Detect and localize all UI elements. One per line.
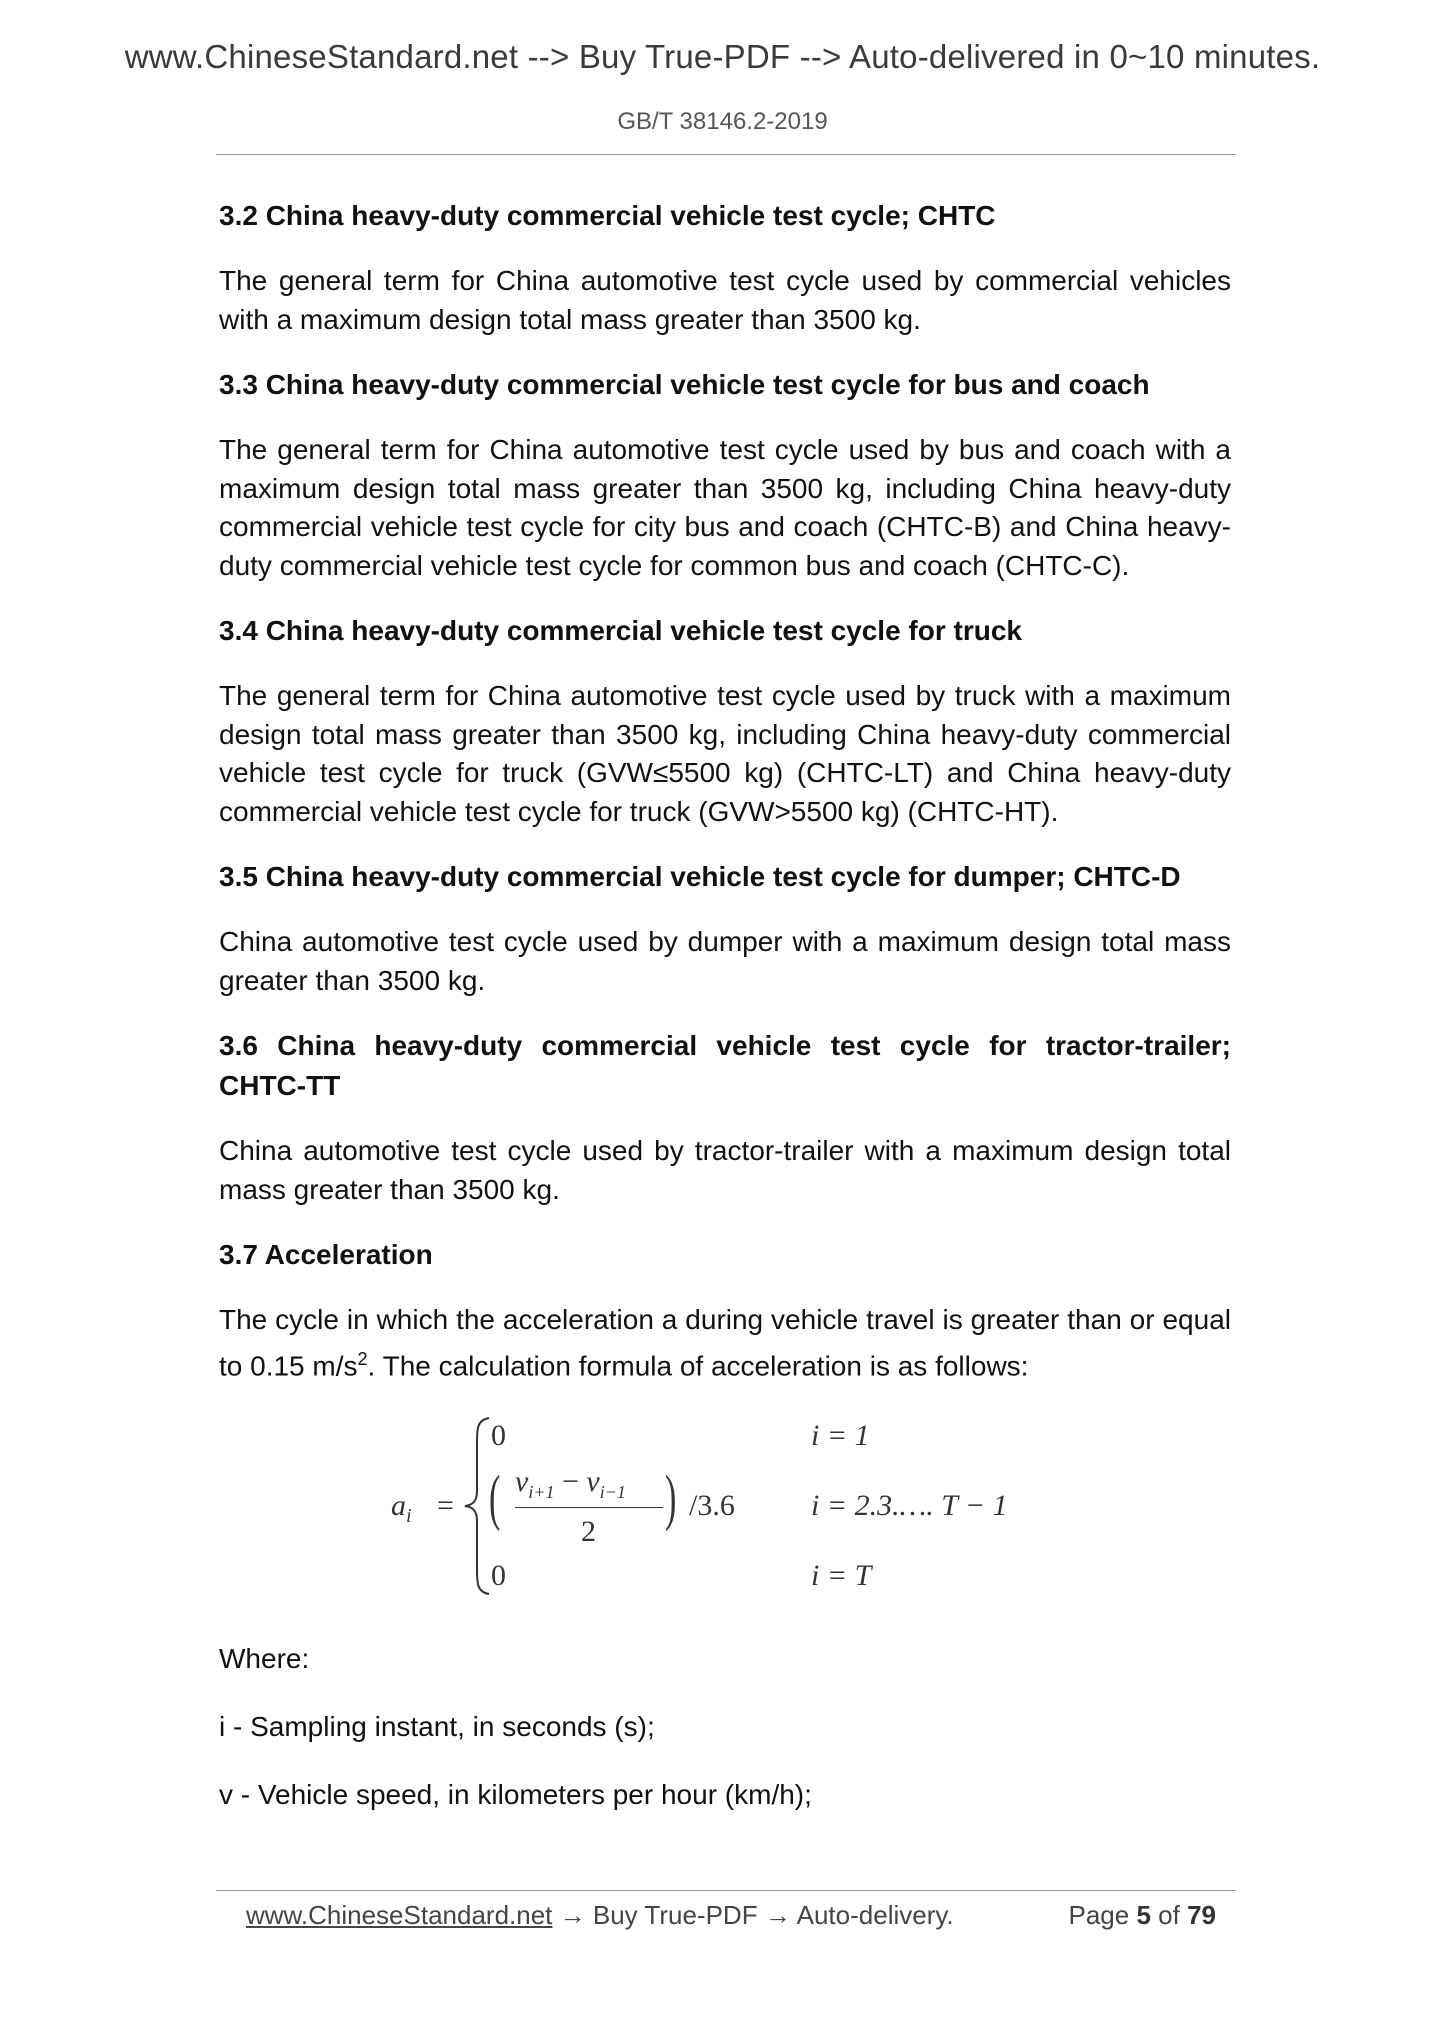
footer-auto-text: Auto-delivery. bbox=[796, 1900, 954, 1930]
section-3-5-heading: 3.5 China heavy-duty commercial vehicle test cycle for dumper; CHTC-D bbox=[219, 861, 1181, 892]
section-3-7-body bbox=[219, 1301, 1231, 1385]
section-3-2-body: The general term for China automotive test cycle used by commercial vehicles with a maximum design total mass greater than 3500 kg. bbox=[219, 265, 1231, 335]
section-3-7-text-tail: . The calculation formula of acceleration is as follows: bbox=[367, 1349, 1029, 1381]
standard-code: GB/T 38146.2-2019 bbox=[617, 108, 828, 135]
section-3-4-body: The general term for China automotive test cycle used by truck with a maximum design total mass greater than 3500 kg, including China heavy-duty commercial vehicle test cycle for truck (GVW≤5500 kg) (CHTC-LT) and China heavy-duty commercial vehicle test cycle for truck (GVW>5500 kg) (CHTC-HT). bbox=[219, 680, 1231, 827]
arrow-right-icon: → bbox=[764, 1900, 791, 1930]
section-3-3-heading: 3.3 China heavy-duty commercial vehicle test cycle for bus and coach bbox=[219, 369, 1150, 400]
definition-item-v: v - Vehicle speed, in kilometers per hour (km/h); bbox=[219, 1779, 812, 1811]
formula-lhs bbox=[391, 1489, 412, 1528]
formula-close-paren: ) bbox=[665, 1464, 677, 1533]
page-total: 79 bbox=[1187, 1900, 1216, 1930]
footer-site-link[interactable]: www.ChineseStandard.net bbox=[246, 1900, 553, 1930]
formula-equals: = bbox=[437, 1489, 454, 1523]
section-3-7-heading: 3.7 Acceleration bbox=[219, 1239, 433, 1270]
document-body bbox=[219, 196, 1231, 1843]
where-label: Where: bbox=[219, 1643, 310, 1675]
section-3-7-text: The cycle in which the acceleration a during vehicle travel is greater than or equal to 0.15 m/s bbox=[219, 1304, 1231, 1381]
formula-divisor: /3.6 bbox=[689, 1489, 735, 1523]
formula-case1-value: 0 bbox=[491, 1419, 506, 1453]
formula-lhs-symbol: a bbox=[391, 1489, 406, 1523]
formula-case1-condition: i = 1 bbox=[811, 1419, 870, 1453]
formula-v-right-index: i−1 bbox=[599, 1482, 626, 1503]
acceleration-formula bbox=[219, 1411, 1231, 1601]
formula-minus: − bbox=[561, 1465, 579, 1499]
page-footer bbox=[246, 1900, 1216, 1931]
section-3-4-heading: 3.4 China heavy-duty commercial vehicle test cycle for truck bbox=[219, 615, 1023, 646]
formula-v-left: v bbox=[515, 1465, 529, 1499]
formula-case3-value: 0 bbox=[491, 1559, 506, 1593]
formula-case2-condition: i = 2.3.…. T − 1 bbox=[811, 1489, 1008, 1523]
formula-fraction-bar bbox=[515, 1507, 663, 1508]
header-divider bbox=[216, 154, 1236, 155]
section-3-2-heading: 3.2 China heavy-duty commercial vehicle test cycle; CHTC bbox=[219, 200, 996, 231]
section-3-3-body: The general term for China automotive test cycle used by bus and coach with a maximum design total mass greater than 3500 kg, including China heavy-duty commercial vehicle test cycle for city bus and coach (CHTC-B) and China heavy-duty commercial vehicle test cycle for common bus and coach (CHTC-C). bbox=[219, 434, 1231, 581]
page-label: Page bbox=[1068, 1900, 1130, 1930]
formula-denominator: 2 bbox=[581, 1515, 596, 1549]
definition-item-i: i - Sampling instant, in seconds (s); bbox=[219, 1711, 655, 1743]
formula-v-left-index: i+1 bbox=[528, 1482, 555, 1503]
footer-divider bbox=[216, 1890, 1236, 1891]
section-3-5-body: China automotive test cycle used by dumper with a maximum design total mass greater than 3500 kg. bbox=[219, 926, 1231, 996]
formula-case3-condition: i = T bbox=[811, 1559, 872, 1593]
section-3-6-body: China automotive test cycle used by tractor-trailer with a maximum design total mass greater than 3500 kg. bbox=[219, 1135, 1231, 1205]
page-indicator bbox=[1068, 1900, 1216, 1931]
formula-v-right: v bbox=[586, 1465, 600, 1499]
footer-buy-text: Buy True-PDF bbox=[592, 1900, 758, 1930]
superscript-exponent: 2 bbox=[357, 1348, 368, 1369]
formula-lhs-index: i bbox=[406, 1505, 412, 1528]
top-banner: www.ChineseStandard.net --> Buy True-PDF --> Auto-delivered in 0~10 minutes. bbox=[124, 38, 1321, 75]
formula-numerator bbox=[515, 1465, 626, 1503]
page-number: 5 bbox=[1136, 1900, 1151, 1930]
section-3-6-heading: 3.6 China heavy-duty commercial vehicle test cycle for tractor-trailer; CHTC-TT bbox=[219, 1030, 1231, 1101]
page-of-label: of bbox=[1158, 1900, 1180, 1930]
arrow-right-icon: → bbox=[559, 1900, 586, 1930]
formula-open-paren: ( bbox=[489, 1464, 501, 1533]
